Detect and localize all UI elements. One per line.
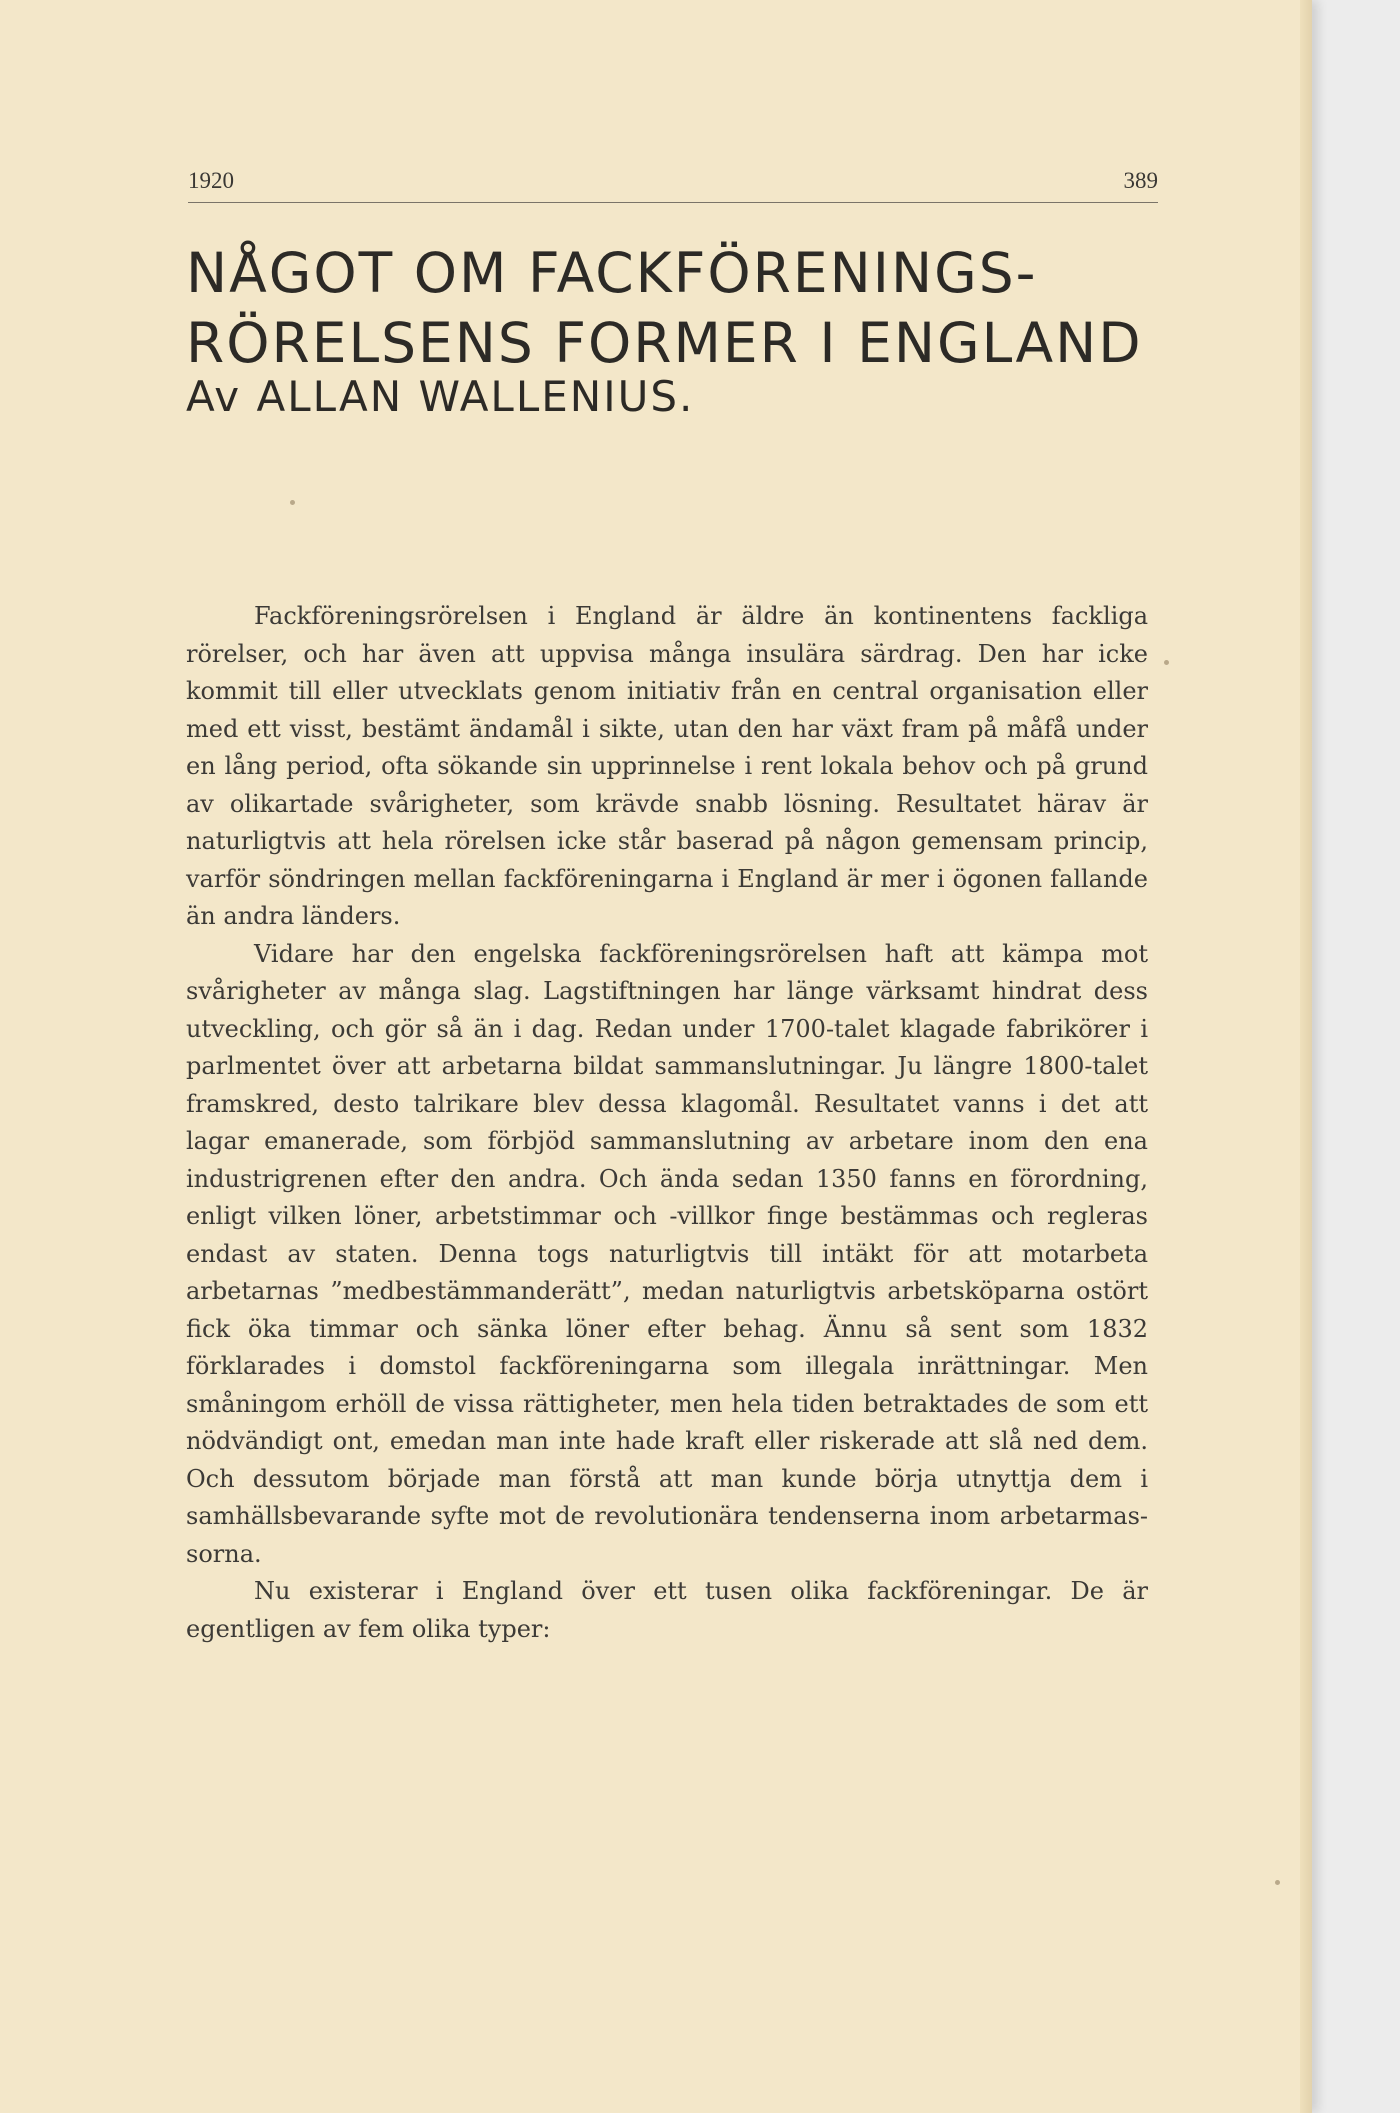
article-body bbox=[186, 598, 1148, 1648]
page-edge bbox=[1300, 0, 1312, 2113]
article-title bbox=[186, 238, 1176, 378]
paragraph-3: Nu existerar i England över ett tusen olika fackföreningar. De är egentligen av fem olika typer: bbox=[186, 1577, 1148, 1643]
page-number: 389 bbox=[1123, 168, 1158, 193]
paragraph-2: Vidare har den engelska fackföreningsrörelsen haft att kämpa mot svårigheter av många slag. Lagstiftningen har länge värksamt hindrat dess utveckling, och gör så än i dag. Redan under 1700-talet klagade fabrikörer i parlmentet över att arbetarna bildat sammanslutningar. Ju längre 1800-talet framskred, desto talrikare blev dessa klagomål. Resultatet vanns i det att lagar emanerade, som förbjöd sammanslutning av arbetare inom den ena industrigrenen efter den andra. Och ända sedan 1350 fanns en förordning, enligt vilken löner, arbetstimmar och -villkor finge bestämmas och regleras endast av staten. Denna togs naturligtvis till intäkt för att motarbeta arbetarnas ”medbestämmanderätt”, medan naturligtvis arbetsköparna ostört fick öka timmar och sänka löner efter behag. Ännu så sent som 1832 förklarades i domstol fackföreningarna som illegala inrättningar. Men småningom erhöll de vissa rättigheter, men hela tiden betraktades de som ett nödvändigt ont, emedan man inte hade kraft eller riskerade att slå ned dem. Och dessutom började man förstå att man kunde börja utnyttja dem i samhällsbevarande syfte mot de revolutionära tendenserna inom arbetarmassorna. bbox=[186, 939, 1148, 1568]
article-title-line-1: NÅGOT OM FACKFÖRENINGS- bbox=[186, 241, 1038, 305]
article-title-line-2: RÖRELSENS FORMER I ENGLAND bbox=[186, 311, 1143, 375]
running-header bbox=[188, 166, 1158, 203]
header-year: 1920 bbox=[188, 168, 234, 193]
paper-speck bbox=[290, 500, 295, 505]
paragraph-1: Fackföreningsrörelsen i England är äldre än kontinentens fackliga rörelser, och har även att uppvisa många insulära särdrag. Den har icke kommit till eller utvecklats genom initiativ från en central organisation eller med ett visst, bestämt ändamål i sikte, utan den har växt fram på måfå under en lång period, ofta sökande sin upprinnelse i rent lokala behov och på grund av olikartade svårigheter, som krävde snabb lösning. Resultatet härav är naturligtvis att hela rörelsen icke står baserad på någon gemensam princip, varför söndringen mellan fackföreningarna i England är mer i ögonen fallande än andra länders. bbox=[186, 602, 1148, 930]
article-byline: Av ALLAN WALLENIUS. bbox=[186, 372, 695, 421]
paper-speck bbox=[1164, 660, 1169, 665]
paper-speck bbox=[1275, 1880, 1280, 1885]
